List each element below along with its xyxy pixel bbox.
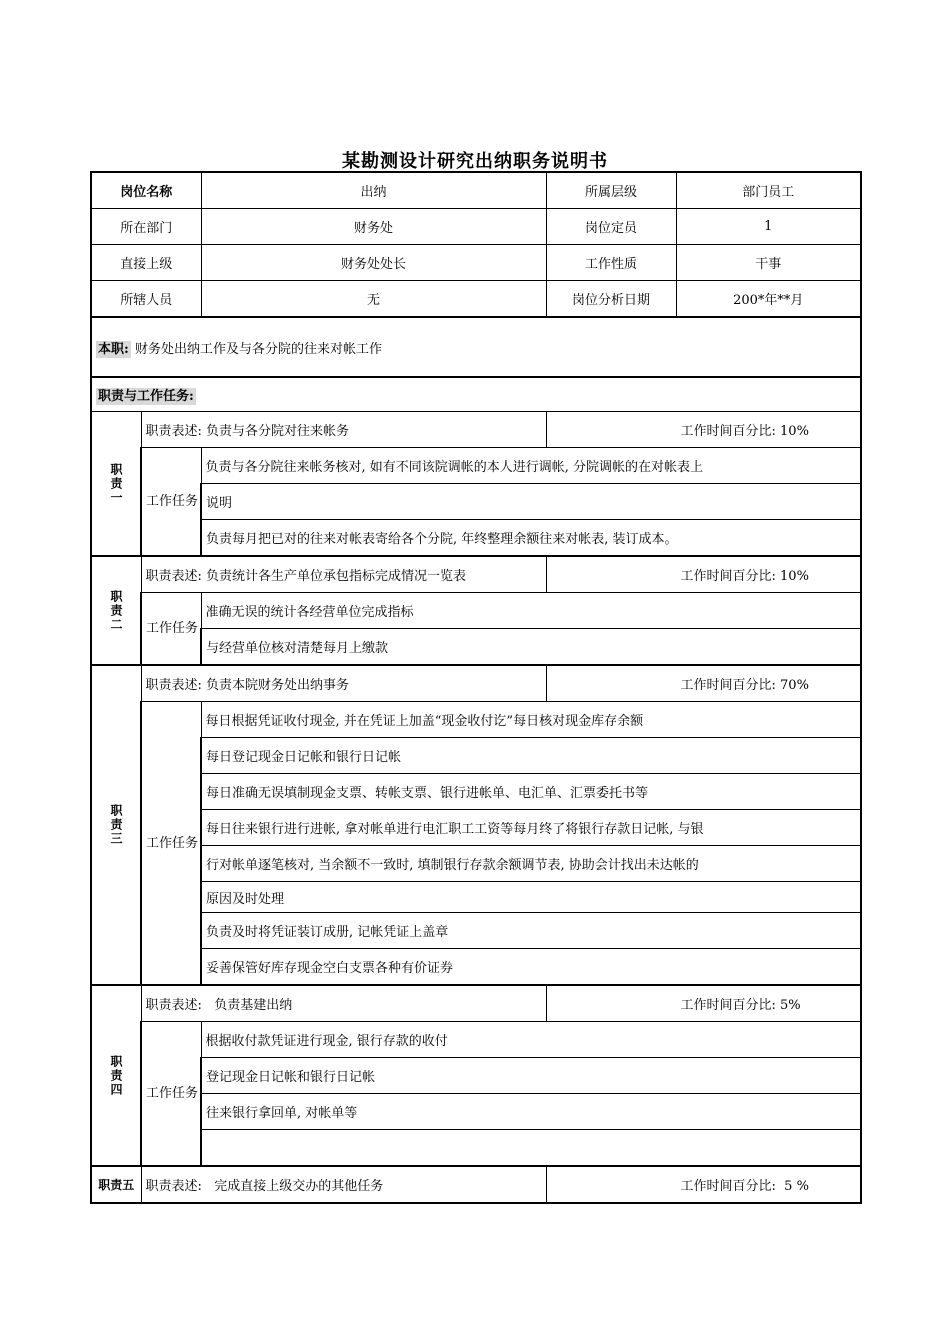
label-supervisor: 直接上级 bbox=[91, 245, 201, 281]
label-work-nature: 工作性质 bbox=[546, 245, 676, 281]
header-row-supervisor bbox=[91, 245, 861, 281]
duty-4-task-row bbox=[91, 1130, 861, 1167]
duty-2-name: 职责二 bbox=[109, 589, 123, 632]
duty-3-name: 职责三 bbox=[109, 804, 123, 846]
duty-1-name: 职责一 bbox=[109, 462, 123, 505]
value-department: 财务处 bbox=[201, 209, 546, 245]
duty-1-task: 负责与各分院往来帐务核对, 如有不同该院调帐的本人进行调帐, 分院调帐的在对帐表上 bbox=[201, 448, 861, 484]
duty-2-desc-row bbox=[91, 556, 861, 593]
duty-5-time-text: 工作时间百分比: 5 % bbox=[680, 1179, 809, 1194]
duty-3-task-row bbox=[91, 913, 861, 949]
duty-1-time bbox=[546, 412, 861, 448]
duty-3-label bbox=[91, 665, 141, 985]
duty-4-task bbox=[201, 1130, 861, 1167]
label-level: 所属层级 bbox=[546, 172, 676, 209]
duty-3-task-row bbox=[91, 810, 861, 846]
duty-3-task: 妥善保管好库存现金空白支票各种有价证券 bbox=[201, 949, 861, 986]
duty-4-task-row bbox=[91, 1058, 861, 1094]
duty-3-task-row bbox=[91, 738, 861, 774]
duty-4-task-row bbox=[91, 1094, 861, 1130]
label-headcount: 岗位定员 bbox=[546, 209, 676, 245]
duty-4-task: 登记现金日记帐和银行日记帐 bbox=[201, 1058, 861, 1094]
duty-3-task: 负责及时将凭证装订成册, 记帐凭证上盖章 bbox=[201, 913, 861, 949]
duty-3-task-row bbox=[91, 882, 861, 913]
duty-4-name: 职责四 bbox=[109, 1054, 123, 1097]
duty-1-task-row bbox=[91, 520, 861, 557]
header-row-position bbox=[91, 172, 861, 209]
value-analysis-date: 200*年**月 bbox=[676, 281, 861, 318]
label-position-name: 岗位名称 bbox=[91, 172, 201, 209]
label-analysis-date: 岗位分析日期 bbox=[546, 281, 676, 318]
duty-3-task: 原因及时处理 bbox=[201, 882, 861, 913]
duty-3-task: 行对帐单逐笔核对, 当余额不一致时, 填制银行存款余额调节表, 协助会计找出未达帐的 bbox=[201, 846, 861, 882]
benzhi-text: 财务处出纳工作及与各分院的往来对帐工作 bbox=[134, 341, 382, 357]
duty-2-label bbox=[91, 556, 141, 665]
duty-2-task: 与经营单位核对清楚每月上缴款 bbox=[201, 629, 861, 666]
duty-2-task-label: 工作任务 bbox=[141, 593, 201, 666]
duty-3-task-label: 工作任务 bbox=[141, 702, 201, 986]
value-position-name: 出纳 bbox=[201, 172, 546, 209]
duty-4-label bbox=[91, 985, 141, 1166]
duty-4-task: 根据收付款凭证进行现金, 银行存款的收付 bbox=[201, 1022, 861, 1058]
duty-5-label: 职责五 bbox=[91, 1166, 141, 1203]
duty-5-row bbox=[91, 1166, 861, 1203]
benzhi-cell bbox=[91, 317, 861, 377]
duty-3-task: 每日准确无误填制现金支票、转帐支票、银行进帐单、电汇单、汇票委托书等 bbox=[201, 774, 861, 810]
duty-2-task: 准确无误的统计各经营单位完成指标 bbox=[201, 593, 861, 629]
duty-5-time bbox=[546, 1166, 861, 1203]
duty-4-time-text: 工作时间百分比: 5% bbox=[680, 998, 801, 1013]
duty-1-time-text: 工作时间百分比: 10% bbox=[680, 424, 809, 439]
duty-3-time bbox=[546, 665, 861, 702]
value-supervisor: 财务处处长 bbox=[201, 245, 546, 281]
duty-1-desc-row bbox=[91, 412, 861, 448]
duty-3-task-row bbox=[91, 774, 861, 810]
header-row-department bbox=[91, 209, 861, 245]
value-headcount: 1 bbox=[676, 209, 861, 245]
duty-4-time bbox=[546, 985, 861, 1022]
duty-2-task-row bbox=[91, 593, 861, 629]
duty-1-desc: 职责表述: 负责与各分院对往来帐务 bbox=[141, 412, 546, 448]
duty-4-desc-row bbox=[91, 985, 861, 1022]
duty-3-task-row bbox=[91, 846, 861, 882]
duty-3-task: 每日往来银行进行进帐, 拿对帐单进行电汇职工工资等每月终了将银行存款日记帐, 与银 bbox=[201, 810, 861, 846]
duty-3-task: 每日根据凭证收付现金, 并在凭证上加盖“现金收付讫”每日核对现金库存余额 bbox=[201, 702, 861, 738]
benzhi-label: 本职: bbox=[98, 341, 129, 357]
duty-4-task-row bbox=[91, 1022, 861, 1058]
duty-1-task-label: 工作任务 bbox=[141, 448, 201, 557]
duty-4-task-label: 工作任务 bbox=[141, 1022, 201, 1167]
header-row-subordinates bbox=[91, 281, 861, 318]
duty-1-task: 负责每月把已对的往来对帐表寄给各个分院, 年终整理余额往来对帐表, 装订成本。 bbox=[201, 520, 861, 557]
duty-3-desc-row bbox=[91, 665, 861, 702]
duty-3-desc: 职责表述: 负责本院财务处出纳事务 bbox=[141, 665, 546, 702]
benzhi-row bbox=[91, 317, 861, 377]
duty-1-task: 说明 bbox=[201, 484, 861, 520]
section-label: 职责与工作任务: bbox=[98, 389, 194, 404]
value-level: 部门员工 bbox=[676, 172, 861, 209]
page-title: 某勘测设计研究出纳职务说明书 bbox=[342, 151, 608, 172]
job-description-table bbox=[90, 171, 862, 1204]
duty-2-desc: 职责表述: 负责统计各生产单位承包指标完成情况一览表 bbox=[141, 556, 546, 593]
label-department: 所在部门 bbox=[91, 209, 201, 245]
duty-2-time-text: 工作时间百分比: 10% bbox=[680, 569, 809, 584]
duty-2-time bbox=[546, 556, 861, 593]
duty-4-desc: 职责表述: 负责基建出纳 bbox=[141, 985, 546, 1022]
duty-3-task-row bbox=[91, 949, 861, 986]
value-subordinates: 无 bbox=[201, 281, 546, 318]
section-row bbox=[91, 377, 861, 412]
duty-1-task-row bbox=[91, 448, 861, 484]
duty-1-task-row bbox=[91, 484, 861, 520]
duty-4-task: 往来银行拿回单, 对帐单等 bbox=[201, 1094, 861, 1130]
duty-5-desc: 职责表述: 完成直接上级交办的其他任务 bbox=[141, 1166, 546, 1203]
duty-3-time-text: 工作时间百分比: 70% bbox=[680, 678, 809, 693]
duty-1-label bbox=[91, 412, 141, 557]
label-subordinates: 所辖人员 bbox=[91, 281, 201, 318]
duty-3-task-row bbox=[91, 702, 861, 738]
value-work-nature: 干事 bbox=[676, 245, 861, 281]
duty-2-task-row bbox=[91, 629, 861, 666]
section-cell bbox=[91, 377, 861, 412]
duty-3-task: 每日登记现金日记帐和银行日记帐 bbox=[201, 738, 861, 774]
